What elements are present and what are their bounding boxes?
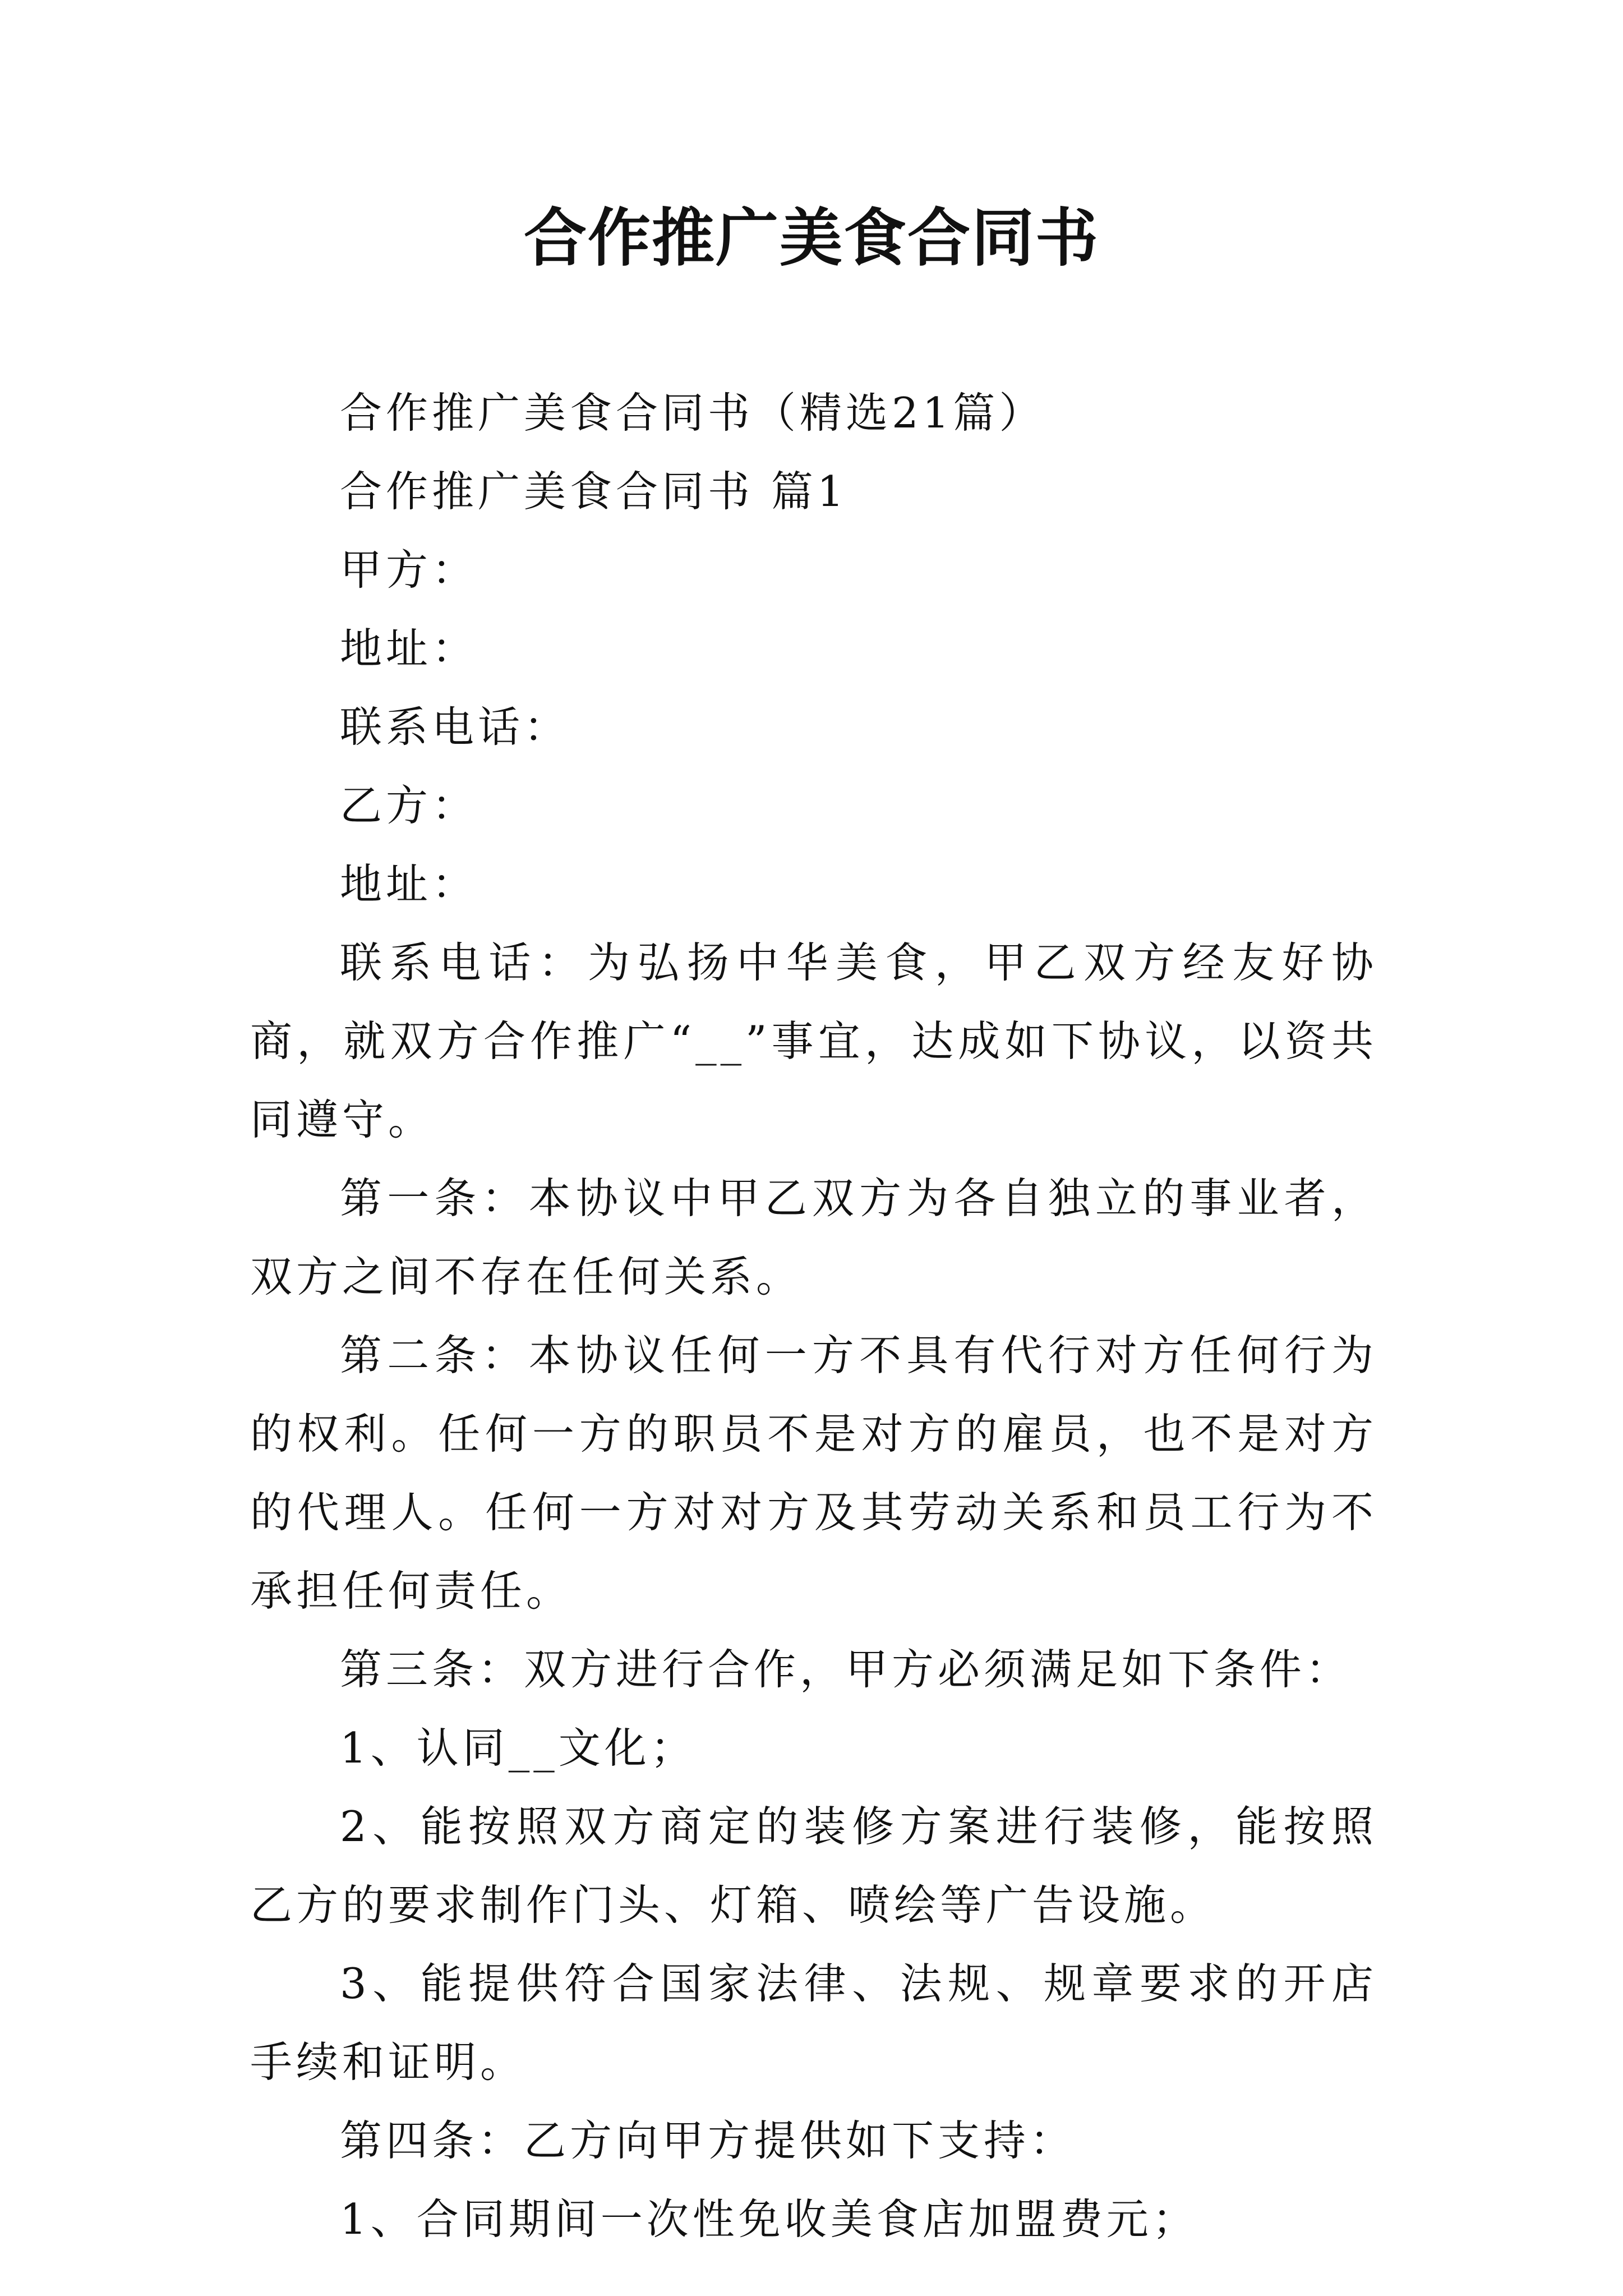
paragraph-article-2: 第二条：本协议任何一方不具有代行对方任何行为的权利。任何一方的职员不是对方的雇员，也不是对方的代理人。任何一方对对方及其劳动关系和员工行为不承担任何责任。 — [250, 1331, 1377, 1616]
paragraph-article-1: 第一条：本协议中甲乙双方为各自独立的事业者，双方之间不存在任何关系。 — [250, 1174, 1377, 1301]
paragraph-preamble: 联系电话：为弘扬中华美食，甲乙双方经友好协商，就双方合作推广“__”事宜，达成如下协议，以资共同遵守。 — [250, 938, 1377, 1144]
paragraph-address-b: 地址： — [340, 859, 478, 909]
paragraph-condition-3: 3、能提供符合国家法律、法规、规章要求的开店手续和证明。 — [250, 1959, 1377, 2087]
paragraph-address-a: 地址： — [340, 624, 478, 673]
paragraph-phone-a: 联系电话： — [340, 702, 570, 752]
paragraph-condition-1: 1、认同__文化； — [340, 1723, 697, 1773]
paragraph-article-3: 第三条：双方进行合作，甲方必须满足如下条件： — [340, 1645, 1352, 1694]
paragraph-subtitle: 合作推广美食合同书（精选21篇） — [340, 388, 1045, 438]
document-body — [250, 374, 1377, 2258]
paragraph-article-4: 第四条：乙方向甲方提供如下支持： — [340, 2116, 1076, 2165]
paragraph-support-1: 1、合同期间一次性免收美食店加盟费元； — [340, 2194, 1198, 2244]
paragraph-party-a: 甲方： — [340, 545, 478, 595]
document-title: 合作推广美食合同书 — [524, 201, 1099, 275]
paragraph-party-b: 乙方： — [340, 781, 478, 830]
paragraph-condition-2: 2、能按照双方商定的装修方案进行装修，能按照乙方的要求制作门头、灯箱、喷绘等广告设施。 — [250, 1802, 1377, 1930]
paragraph-section-heading: 合作推广美食合同书 篇1 — [340, 467, 848, 516]
